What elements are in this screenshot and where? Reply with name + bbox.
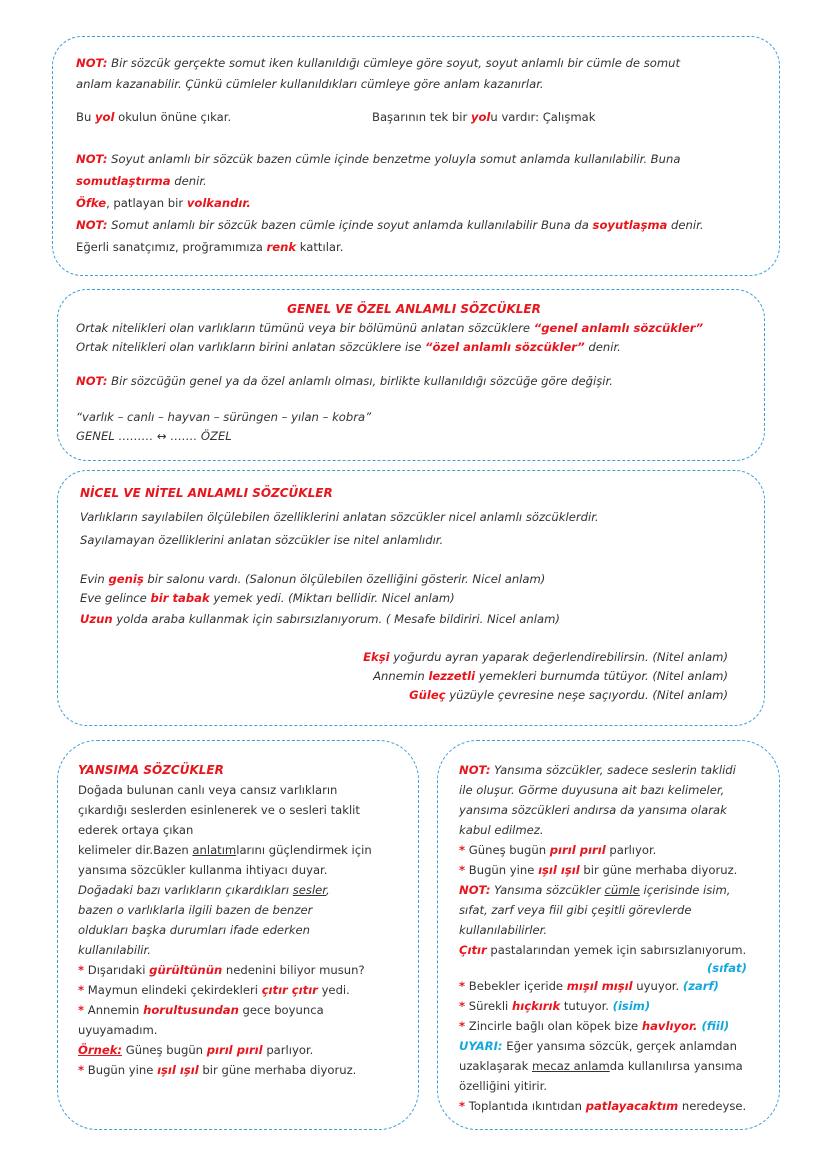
gorev-example-isim [459, 996, 775, 1016]
text: parlıyor. [605, 843, 657, 857]
text: yemekleri burnumda tütüyor. (Nitel anlam) [475, 669, 728, 683]
text: Yansıma sözcükler, sadece seslerin taklidi [490, 763, 736, 777]
keyword: bir tabak [150, 591, 210, 605]
note-example-2 [459, 860, 775, 880]
note-label: NOT: [76, 152, 108, 166]
yansima-example-3-cont: uyuyamadım. [78, 1023, 158, 1037]
section-title-yansima: YANSIMA SÖZCÜKLER [78, 763, 224, 777]
yansima-example-4 [78, 1060, 408, 1080]
keyword: Uzun [80, 612, 113, 626]
keyword: patlayacaktım [585, 1099, 679, 1113]
example-ofke [76, 196, 251, 211]
bullet-star-icon: * [78, 1003, 85, 1017]
uyari-3: özelliğini yitirir. [459, 1079, 548, 1093]
genel-ozel-scale: GENEL ……… ↔ ……. ÖZEL [76, 429, 232, 443]
yansima-example-1 [78, 960, 408, 980]
bullet-star-icon: * [459, 1019, 466, 1033]
text: Doğadaki bazı varlıkların çıkardıkları [78, 883, 293, 897]
text: neredeyse. [678, 1099, 747, 1113]
keyword: Güleç [409, 688, 446, 702]
nitel-example-3 [409, 688, 728, 703]
genel-definition [76, 321, 703, 336]
example-yol-2 [372, 110, 596, 125]
text: Evin [80, 572, 109, 586]
genel-ozel-note [76, 374, 613, 389]
text: Dışarıdaki [84, 963, 150, 977]
text: Eve gelince [80, 591, 151, 605]
keyword: horultusundan [143, 1003, 239, 1017]
bullet-star-icon: * [459, 863, 466, 877]
word-chain: “varlık – canlı – hayvan – sürüngen – yılan – kobra” [76, 410, 372, 424]
text: yedi. [317, 983, 350, 997]
text: Güneş bugün [122, 1043, 207, 1057]
text: denir. [584, 340, 621, 354]
yansima-def-4 [78, 840, 408, 860]
uyari-2 [459, 1056, 775, 1076]
text: Toplantıda ıkıntıdan [465, 1099, 586, 1113]
tag-fiil: (fiil) [697, 1019, 730, 1033]
note-example-1 [459, 840, 775, 860]
yansima-def-1: Doğada bulunan canlı veya cansız varlıkların [78, 783, 338, 797]
text: bir salonu vardı. (Salonun ölçülebilen özelliğini gösterir. Nicel anlam) [143, 572, 546, 586]
note-label: NOT: [76, 218, 108, 232]
text: yemek yedi. (Miktarı bellidir. Nicel anlam) [209, 591, 455, 605]
underlined: mecaz anlam [532, 1059, 610, 1073]
text: Eğer yansıma sözcük, gerçek anlamdan [502, 1039, 737, 1053]
bullet-star-icon: * [78, 963, 85, 977]
text: Güneş bugün [465, 843, 550, 857]
text: gece boyunca [238, 1003, 324, 1017]
bullet-star-icon: * [459, 1099, 466, 1113]
text: Bugün yine [465, 863, 539, 877]
note-3 [76, 218, 704, 233]
keyword: Çıtır [459, 943, 487, 957]
yansima-def-6 [78, 880, 408, 900]
yansima-notes-content [459, 760, 775, 1116]
text: okulun önüne çıkar. [114, 110, 232, 124]
text: pastalarından yemek için sabırsızlanıyorum. [486, 943, 747, 957]
text: larını güçlendirmek için [236, 843, 372, 857]
text: Bebekler içeride [465, 979, 567, 993]
yansima-example-ornek [78, 1040, 408, 1060]
keyword: geniş [108, 572, 144, 586]
text: Bir sözcüğün genel ya da özel anlamlı olması, birlikte kullanıldığı sözcüğe göre değişir. [107, 374, 613, 388]
underlined: cümle [604, 883, 640, 897]
keyword: “genel anlamlı sözcükler” [533, 321, 704, 335]
yansima-def-3: ederek ortaya çıkan [78, 823, 194, 837]
yansima-def-8: oldukları başka durumları ifade ederken [78, 923, 311, 937]
yansima-def-9: kullanılabilir. [78, 943, 151, 957]
example-renk [76, 240, 343, 255]
keyword: lezzetli [428, 669, 476, 683]
text: Maymun elindeki çekirdekleri [84, 983, 262, 997]
note-gorev-3: kullanılabilirler. [459, 923, 548, 937]
text: Zincirle bağlı olan köpek bize [465, 1019, 642, 1033]
nicel-example-2 [80, 591, 455, 606]
text: yüzüyle çevresine neşe saçıyordu. (Nitel anlam) [445, 688, 728, 702]
note-label: NOT: [76, 56, 108, 70]
keyword: çıtır çıtır [261, 983, 318, 997]
text: Bu [76, 110, 95, 124]
keyword: pırıl pırıl [206, 1043, 263, 1057]
text: Bir sözcük gerçekte somut iken kullanıldığı cümleye göre soyut, soyut anlamlı bir cümle de somut [107, 56, 681, 70]
text: yoğurdu ayran yaparak değerlendirebilirsin. (Nitel anlam) [389, 650, 728, 664]
keyword: havlıyor. [641, 1019, 698, 1033]
bullet-star-icon: * [459, 999, 466, 1013]
text: Soyut anlamlı bir sözcük bazen cümle içinde benzetme yoluyla somut anlamda kullanılabilir. Buna [107, 152, 681, 166]
text: parlıyor. [262, 1043, 314, 1057]
text: bir güne merhaba diyoruz. [198, 1063, 357, 1077]
yansima-def-2: çıkardığı seslerden esinlenerek ve o sesleri taklit [78, 803, 360, 817]
bullet-star-icon: * [78, 1063, 85, 1077]
section-title-nicel-nitel: NİCEL VE NİTEL ANLAMLI SÖZCÜKLER [80, 486, 333, 500]
note-label: NOT: [459, 883, 491, 897]
note-1-line-2 [76, 77, 544, 92]
uyari-example [459, 1096, 775, 1116]
note-2-line-2 [76, 174, 207, 189]
example-yol-1 [76, 110, 231, 125]
nicel-definition: Varlıkların sayılabilen ölçülebilen özelliklerini anlatan sözcükler nicel anlamlı sözcüklerdir. [80, 510, 599, 524]
example-label: Örnek: [78, 1043, 123, 1057]
text: içerisinde isim, [639, 883, 731, 897]
ozel-definition [76, 340, 621, 355]
text: denir. [667, 218, 704, 232]
yansima-def-7: bazen o varlıklarla ilgili bazen de benzer [78, 903, 313, 917]
keyword: ışıl ışıl [538, 863, 580, 877]
bullet-star-icon: * [459, 979, 466, 993]
nitel-definition: Sayılamayan özelliklerini anlatan sözcükler ise nitel anlamlıdır. [80, 533, 444, 547]
nitel-example-2 [373, 669, 728, 684]
text: Annemin [373, 669, 429, 683]
text: Başarının tek bir [372, 110, 471, 124]
text: Yansıma sözcükler [490, 883, 605, 897]
keyword: Öfke [76, 196, 107, 210]
keyword: yol [470, 110, 491, 124]
text: uyuyor. [632, 979, 683, 993]
text: bir güne merhaba diyoruz. [579, 863, 738, 877]
yansima-content [78, 760, 408, 1080]
text: da kullanılırsa yansıma [609, 1059, 743, 1073]
text: Somut anlamlı bir sözcük bazen cümle içinde soyut anlamda kullanılabilir Buna da [107, 218, 593, 232]
uyari-1 [459, 1036, 775, 1056]
note-label: NOT: [459, 763, 491, 777]
warning-label: UYARI: [459, 1039, 503, 1053]
text: , patlayan bir [106, 196, 187, 210]
note-1-line-1 [76, 56, 680, 71]
keyword: Ekşi [363, 650, 390, 664]
text: u vardır: Çalışmak [490, 110, 596, 124]
text: Bugün yine [84, 1063, 158, 1077]
keyword: renk [266, 240, 297, 254]
underlined: sesler [292, 883, 327, 897]
keyword: “özel anlamlı sözcükler” [425, 340, 585, 354]
nicel-example-1 [80, 572, 545, 587]
tag-sifat: (sıfat) [707, 961, 747, 975]
text: Annemin [84, 1003, 144, 1017]
text: yolda araba kullanmak için sabırsızlanıyorum. ( Mesafe bildiriri. Nicel anlam) [112, 612, 560, 626]
text: anlam kazanabilir. Çünkü cümleler kullanıldıkları cümleye göre anlam kazanırlar. [76, 77, 544, 91]
yansima-def-5: yansıma sözcükler kullanma ihtiyacı duyar. [78, 863, 328, 877]
keyword: hıçkırık [511, 999, 561, 1013]
keyword: soyutlaşma [592, 218, 668, 232]
note-yansima-4: kabul edilmez. [459, 823, 544, 837]
text: nedenini biliyor musun? [222, 963, 365, 977]
nicel-example-3 [80, 612, 560, 627]
note-gorev-2: sıfat, zarf veya fiil gibi çeşitli görevlerde [459, 903, 692, 917]
keyword: mışıl mışıl [566, 979, 633, 993]
text: Ortak nitelikleri olan varlıkların birini anlatan sözcüklere ise [76, 340, 426, 354]
note-gorev-1 [459, 880, 775, 900]
keyword: yol [95, 110, 115, 124]
text: kelimeler dir.Bazen [78, 843, 193, 857]
text: kattılar. [296, 240, 344, 254]
bullet-star-icon: * [78, 983, 85, 997]
gorev-example-fiil [459, 1016, 775, 1036]
section-title-genel-ozel: GENEL VE ÖZEL ANLAMLI SÖZCÜKLER [287, 302, 541, 316]
keyword: somutlaştırma [76, 174, 171, 188]
nitel-example-1 [363, 650, 728, 665]
text: Ortak nitelikleri olan varlıkların tümünü veya bir bölümünü anlatan sözcüklere [76, 321, 534, 335]
note-label: NOT: [76, 374, 108, 388]
keyword: gürültünün [149, 963, 223, 977]
tag-zarf: (zarf) [682, 979, 719, 993]
keyword: volkandır. [186, 196, 251, 210]
note-yansima-1 [459, 760, 775, 780]
text: Eğerli sanatçımız, proğramımıza [76, 240, 267, 254]
note-2-line-1 [76, 152, 680, 167]
gorev-example-sifat [459, 940, 775, 960]
gorev-example-zarf [459, 976, 775, 996]
tag-isim: (isim) [612, 999, 651, 1013]
text: denir. [170, 174, 207, 188]
note-yansima-3: yansıma sözcükleri andırsa da yansıma olarak [459, 803, 727, 817]
yansima-example-2 [78, 980, 408, 1000]
text: uzaklaşarak [459, 1059, 532, 1073]
yansima-example-3 [78, 1000, 408, 1020]
text: , [326, 883, 330, 897]
text: tutuyor. [560, 999, 613, 1013]
note-yansima-2: ile oluşur. Görme duyusuna ait bazı kelimeler, [459, 783, 725, 797]
keyword: pırıl pırıl [549, 843, 606, 857]
text: Sürekli [465, 999, 512, 1013]
underlined: anlatım [192, 843, 237, 857]
bullet-star-icon: * [459, 843, 466, 857]
keyword: ışıl ışıl [157, 1063, 199, 1077]
